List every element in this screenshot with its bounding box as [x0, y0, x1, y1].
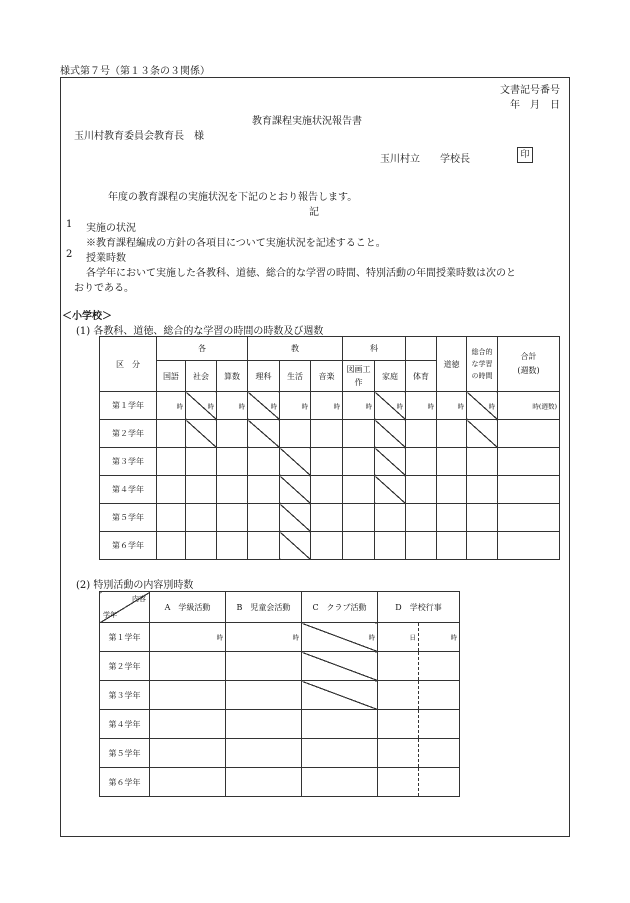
grade-label: 第４学年: [100, 476, 157, 504]
sender: 玉川村立 学校長: [380, 154, 470, 165]
subject-zugakosaku: 図画工作: [343, 361, 375, 392]
hours-cell[interactable]: [186, 532, 217, 560]
hours-cell-na: [280, 448, 311, 476]
hours-cell[interactable]: [157, 476, 186, 504]
activity-day-cell[interactable]: [378, 652, 419, 681]
hours-cell[interactable]: [437, 392, 467, 420]
grade-label: 第３学年: [100, 448, 157, 476]
hours-cell-na: [280, 532, 311, 560]
activity-cell[interactable]: [150, 768, 226, 797]
section1-title: 実施の状況: [86, 223, 136, 234]
hours-cell[interactable]: [311, 532, 343, 560]
activity-cell[interactable]: [419, 652, 460, 681]
hours-cell-na: [375, 476, 406, 504]
activity-cell[interactable]: [150, 623, 226, 652]
sogo-header: 総合的な学習の時間: [467, 337, 498, 392]
unit-label: 時: [488, 402, 495, 410]
activity-cell[interactable]: [302, 710, 378, 739]
total-cell[interactable]: [498, 448, 560, 476]
hours-cell[interactable]: [248, 504, 280, 532]
activity-cell[interactable]: [419, 768, 460, 797]
hours-cell[interactable]: [311, 476, 343, 504]
activity-cell[interactable]: [226, 710, 302, 739]
hours-cell[interactable]: [343, 448, 375, 476]
unit-label: 時(週数): [532, 402, 557, 410]
kaku-header: 各: [157, 337, 248, 361]
date-label: 年 月 日: [510, 100, 560, 111]
hours-cell[interactable]: [343, 532, 375, 560]
hours-cell[interactable]: [406, 504, 437, 532]
subject-katei: 家庭: [375, 361, 406, 392]
hours-cell-na: [186, 420, 217, 448]
table2-caption: (2) 特別活動の内容別時数: [76, 580, 194, 591]
activity-cell[interactable]: [226, 768, 302, 797]
header-c: C クラブ活動: [302, 592, 378, 623]
section2-number: 2: [66, 249, 73, 260]
hours-cell[interactable]: [280, 420, 311, 448]
hours-cell[interactable]: [343, 476, 375, 504]
activity-cell-na: [302, 623, 378, 652]
hours-cell[interactable]: [467, 504, 498, 532]
subject-shakai: 社会: [186, 361, 217, 392]
activity-cell[interactable]: [226, 739, 302, 768]
activity-cell[interactable]: [226, 652, 302, 681]
activity-cell[interactable]: [419, 681, 460, 710]
hours-cell[interactable]: [186, 476, 217, 504]
activity-cell[interactable]: [419, 710, 460, 739]
hours-cell[interactable]: [248, 532, 280, 560]
unit-label: 時: [238, 402, 245, 410]
unit-label: 時: [176, 402, 183, 410]
grade-label: 第２学年: [100, 420, 157, 448]
hours-cell[interactable]: [467, 476, 498, 504]
unit-label: 時: [333, 402, 340, 410]
activity-day-cell[interactable]: [378, 768, 419, 797]
section1-note: ※教育課程編成の方針の各項目について実施状況を記述すること。: [86, 238, 386, 249]
unit-label: 時: [396, 402, 403, 410]
hours-cell[interactable]: [248, 448, 280, 476]
document-title: 教育課程実施状況報告書: [252, 116, 362, 127]
total-cell[interactable]: [498, 532, 560, 560]
activity-day-cell[interactable]: [378, 681, 419, 710]
total-header: [498, 337, 560, 392]
activity-cell[interactable]: [419, 739, 460, 768]
activity-cell-na: [302, 681, 378, 710]
hours-cell[interactable]: [406, 448, 437, 476]
unit-label: 時: [427, 402, 434, 410]
unit-label: 時: [368, 633, 375, 642]
hours-cell[interactable]: [406, 420, 437, 448]
hours-cell[interactable]: [217, 448, 248, 476]
hours-cell[interactable]: [217, 532, 248, 560]
hours-cell[interactable]: [311, 448, 343, 476]
recipient: 玉川村教育委員会教育長 様: [74, 131, 204, 142]
doc-number-label: 文書記号番号: [500, 85, 560, 96]
grade-label: 第１学年: [100, 623, 150, 652]
grade-label: 第１学年: [100, 392, 157, 420]
unit-label: 時: [216, 633, 223, 642]
hours-cell[interactable]: [186, 504, 217, 532]
activity-cell-na: [302, 652, 378, 681]
total-sub-label: (週数): [517, 366, 540, 375]
hours-cell-na: [375, 392, 406, 420]
ka-header: 科: [343, 337, 406, 361]
hours-cell[interactable]: [406, 392, 437, 420]
activity-cell[interactable]: [419, 623, 460, 652]
table1-caption: (1) 各教科、道徳、総合的な学習の時間の時数及び週数: [76, 326, 324, 337]
hours-cell[interactable]: [217, 476, 248, 504]
hours-cell[interactable]: [157, 532, 186, 560]
hours-cell[interactable]: [217, 392, 248, 420]
hours-cell-na: [467, 420, 498, 448]
hours-cell-na: [248, 420, 280, 448]
ki-label: 記: [309, 207, 319, 218]
hours-cell-na: [280, 504, 311, 532]
hours-cell[interactable]: [343, 504, 375, 532]
section2-title: 授業時数: [86, 253, 126, 264]
kyo-header: 教: [248, 337, 343, 361]
hours-cell[interactable]: [157, 420, 186, 448]
hours-cell[interactable]: [217, 504, 248, 532]
grade-label: 第６学年: [100, 768, 150, 797]
activity-cell[interactable]: [226, 681, 302, 710]
section2-text-line2: おりである。: [74, 283, 134, 294]
total-label: 合計: [520, 352, 537, 361]
subject-seikatsu: 生活: [280, 361, 311, 392]
hours-cell[interactable]: [157, 504, 186, 532]
total-cell[interactable]: [498, 420, 560, 448]
hours-cell[interactable]: [437, 476, 467, 504]
activity-cell[interactable]: [150, 652, 226, 681]
section1-number: 1: [66, 219, 73, 230]
ka-header-spacer: [406, 337, 437, 361]
subject-ongaku: 音楽: [311, 361, 343, 392]
hours-cell[interactable]: [186, 448, 217, 476]
activity-cell[interactable]: [150, 710, 226, 739]
hours-cell-na: [280, 476, 311, 504]
unit-label: 時: [365, 402, 372, 410]
hours-cell[interactable]: [343, 392, 375, 420]
hours-cell-na: [375, 420, 406, 448]
activity-cell[interactable]: [302, 739, 378, 768]
subject-taiiku: 体育: [406, 361, 437, 392]
activity-day-cell[interactable]: [378, 623, 419, 652]
total-cell[interactable]: [498, 392, 560, 420]
activity-day-cell[interactable]: [378, 710, 419, 739]
total-cell[interactable]: [498, 504, 560, 532]
subject-rika: 理科: [248, 361, 280, 392]
header-a: A 学級活動: [150, 592, 226, 623]
header-d: D 学校行事: [378, 592, 460, 623]
grade-label: 第３学年: [100, 681, 150, 710]
hours-cell[interactable]: [311, 392, 343, 420]
hours-cell[interactable]: [406, 476, 437, 504]
hours-cell-na: [186, 392, 217, 420]
hours-cell[interactable]: [375, 504, 406, 532]
form-number: 様式第７号（第１３条の３関係）: [60, 66, 210, 77]
activity-cell[interactable]: [302, 768, 378, 797]
hours-cell[interactable]: [343, 420, 375, 448]
hours-cell[interactable]: [157, 392, 186, 420]
hours-cell-na: [248, 392, 280, 420]
header-b: B 児童会活動: [226, 592, 302, 623]
subject-kokugo: 国語: [157, 361, 186, 392]
elementary-heading: ＜小学校＞: [62, 311, 112, 322]
hours-cell[interactable]: [437, 504, 467, 532]
hours-cell[interactable]: [157, 448, 186, 476]
hours-cell[interactable]: [437, 532, 467, 560]
intro-text: 年度の教育課程の実施状況を下記のとおり報告します。: [108, 192, 358, 203]
hours-cell-na: [467, 392, 498, 420]
total-cell[interactable]: [498, 476, 560, 504]
hours-cell[interactable]: [467, 448, 498, 476]
unit-label: 時: [301, 402, 308, 410]
unit-label: 時: [292, 633, 299, 642]
hours-cell[interactable]: [311, 504, 343, 532]
corner-header: [100, 592, 150, 623]
hours-cell[interactable]: [375, 532, 406, 560]
section2-text-line1: 各学年において実施した各教科、道徳、総合的な学習の時間、特別活動の年間授業時数は次のと: [86, 268, 516, 279]
unit-label: 時: [207, 402, 214, 410]
activity-cell[interactable]: [150, 681, 226, 710]
hours-cell-na: [375, 448, 406, 476]
special-activities-table: [99, 591, 460, 797]
kubun-header: 区 分: [100, 337, 157, 392]
hours-cell[interactable]: [437, 420, 467, 448]
corner-top-label: 内容: [132, 595, 146, 603]
hours-cell[interactable]: [437, 448, 467, 476]
activity-cell[interactable]: [150, 739, 226, 768]
dotoku-header: 道徳: [437, 337, 467, 392]
seal-icon: 印: [517, 147, 533, 163]
hours-cell[interactable]: [311, 420, 343, 448]
hours-cell[interactable]: [217, 420, 248, 448]
hours-cell[interactable]: [467, 532, 498, 560]
unit-label: 時: [457, 402, 464, 410]
unit-label: 日: [409, 633, 416, 642]
hours-cell[interactable]: [248, 476, 280, 504]
unit-label: 時: [450, 633, 458, 642]
grade-label: 第４学年: [100, 710, 150, 739]
subject-sansu: 算数: [217, 361, 248, 392]
hours-cell[interactable]: [280, 392, 311, 420]
grade-label: 第２学年: [100, 652, 150, 681]
subject-hours-table: [99, 336, 560, 560]
activity-cell[interactable]: [226, 623, 302, 652]
unit-label: 時: [270, 402, 277, 410]
hours-cell[interactable]: [406, 532, 437, 560]
grade-label: 第６学年: [100, 532, 157, 560]
grade-label: 第５学年: [100, 739, 150, 768]
activity-day-cell[interactable]: [378, 739, 419, 768]
grade-label: 第５学年: [100, 504, 157, 532]
corner-bottom-label: 学年: [103, 611, 117, 619]
